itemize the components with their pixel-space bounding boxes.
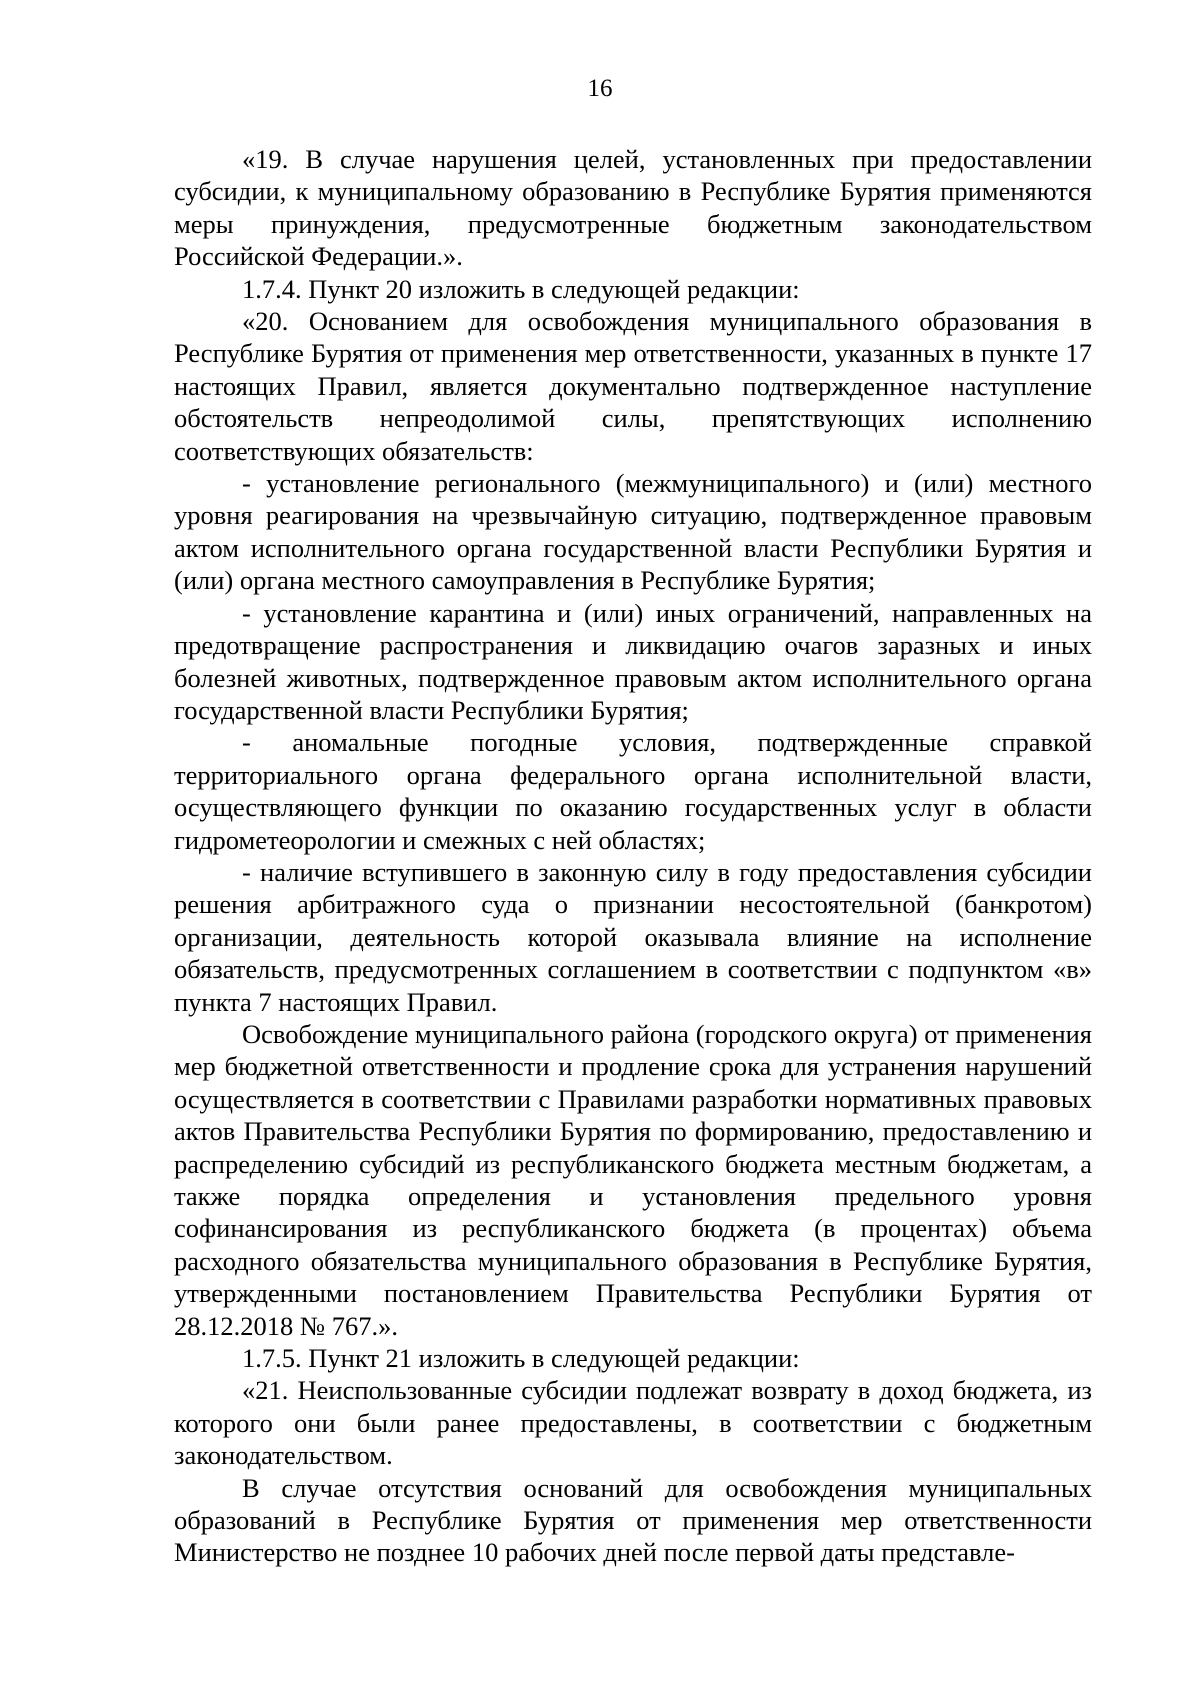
page-number: 16 — [587, 75, 613, 102]
paragraph-emergency-response: - установление регионального (межмуниципального) и (или) местного уровня реагирования на чрезвычайную ситуацию, подтвержденное правовым актом исполнительного органа государственной власти Республики Бурятия и (или) органа местного самоуправления в Республике Бурятия; — [174, 468, 1092, 596]
paragraph-point-21: «21. Неиспользованные субсидии подлежат возврату в доход бюджета, из которого они были ранее предоставлены, в соответствии с бюджетным законодательством. — [174, 1375, 1092, 1471]
paragraph-point-20: «20. Основанием для освобождения муниципального образования в Республике Бурятия от применения мер ответственности, указанных в пункте 17 настоящих Правил, является документально подтвержденное наступление обстоятельств непреодолимой силы, препятствующих исполнению соответствующих обязательств: — [174, 306, 1092, 466]
paragraph-1-7-5: 1.7.5. Пункт 21 изложить в следующей редакции: — [242, 1343, 800, 1374]
paragraph-point-19: «19. В случае нарушения целей, установленных при предоставлении субсидии, к муниципальному образованию в Республике Бурятия применяются меры принуждения, предусмотренные бюджетным законодательством Российской Федерации.». — [174, 144, 1092, 272]
paragraph-exemption: Освобождение муниципального района (городского округа) от применения мер бюджетной ответственности и продление срока для устранения нарушений осуществляется в соответствии с Правилами разработки нормативных правовых актов Правительства Республики Бурятия по формированию, предоставлению и распределению субсидий из республиканского бюджета местным бюджетам, а также порядка определения и установления предельного уровня софинансирования из республиканского бюджета (в процентах) объема расходного обязательства муниципального образования в Республике Бурятия, утвержденными постановлением Правительства Республики Бурятия от 28.12.2018 № 767.». — [174, 1018, 1092, 1341]
paragraph-weather-conditions: - аномальные погодные условия, подтвержденные справкой территориального органа федерального органа исполнительной власти, осуществляющего функции по оказанию государственных услуг в области гидрометеорологии и смежных с ней областях; — [174, 727, 1092, 855]
paragraph-no-grounds: В случае отсутствия оснований для освобождения муниципальных образований в Республике Бурятия от применения мер ответственности Министерство не позднее 10 рабочих дней после первой даты представле- — [174, 1472, 1092, 1568]
paragraph-1-7-4: 1.7.4. Пункт 20 изложить в следующей редакции: — [242, 273, 800, 304]
paragraph-quarantine: - установление карантина и (или) иных ограничений, направленных на предотвращение распространения и ликвидацию очагов заразных и иных болезней животных, подтвержденное правовым актом исполнительного органа государственной власти Республики Бурятия; — [174, 597, 1092, 725]
document-body — [174, 143, 1092, 1569]
paragraph-bankruptcy: - наличие вступившего в законную силу в году предоставления субсидии решения арбитражного суда о признании несостоятельной (банкротом) организации, деятельность которой оказывала влияние на исполнение обязательств, предусмотренных соглашением в соответствии с подпунктом «в» пункта 7 настоящих Правил. — [174, 856, 1092, 1017]
